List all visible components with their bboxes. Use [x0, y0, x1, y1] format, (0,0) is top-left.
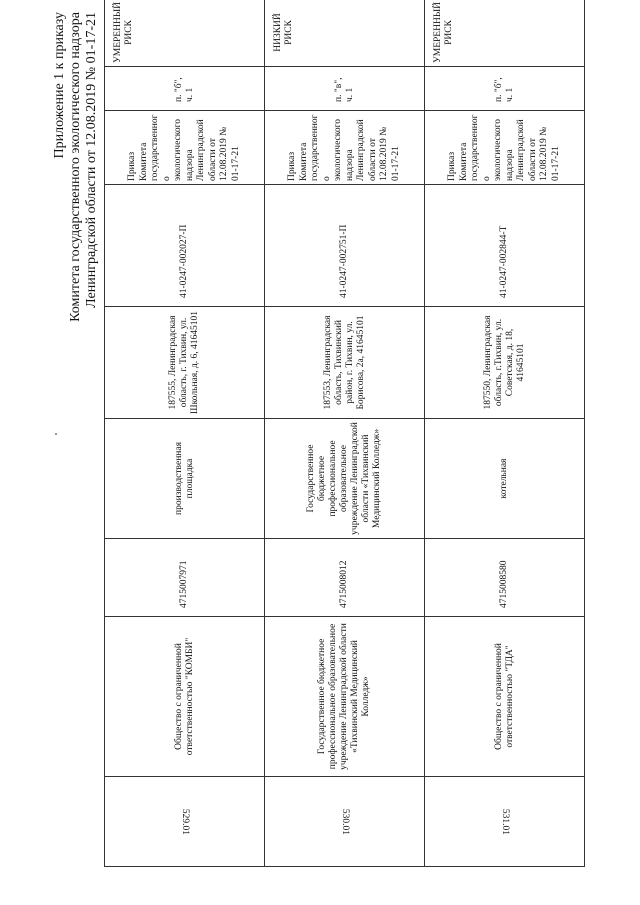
criteria-point: п. "в", ч. 1: [265, 67, 425, 111]
order-document: Приказ Комитета государственного экологического надзора Ленинградской области от 12.08.2019 № 01-17-21: [265, 111, 425, 185]
table-row: [105, 0, 265, 867]
object-code: 41-0247-002844-Т: [425, 185, 585, 307]
row-number: 531.01: [425, 777, 585, 867]
object-code: 41-0247-002027-П: [105, 185, 265, 307]
object-name: производственная площадка: [105, 419, 265, 539]
risk-category: УМЕРЕННЫЙ РИСК: [425, 0, 585, 67]
object-name: котельная: [425, 419, 585, 539]
criteria-point: п. "б", ч. 1: [105, 67, 265, 111]
organization-name: Государственное бюджетное профессиональное образовательное учреждение Ленинградской области «Тихвинский Медицинский Колледж»: [265, 617, 425, 777]
table-row: [265, 0, 425, 867]
object-address: 187555, Ленинградская область, г. Тихвин, ул. Школьная, д. 6, 41645101: [105, 307, 265, 419]
row-number: 529.01: [105, 777, 265, 867]
row-number: 530.01: [265, 777, 425, 867]
scan-speck: [55, 433, 57, 435]
object-address: 187550, Ленинградская область, г.Тихвин, ул. Советская, д. 18, 41645101: [425, 307, 585, 419]
inn-value: 4715007971: [105, 539, 265, 617]
registry-table: [104, 0, 585, 867]
organization-name: Общество с ограниченной ответственностью "ТДА": [425, 617, 585, 777]
appendix-order-ref: Ленинградской области от 12.08.2019 № 01-17-21: [84, 12, 99, 308]
inn-value: 4715008012: [265, 539, 425, 617]
order-document: Приказ Комитета государственного экологического надзора Ленинградской области от 12.08.2019 № 01-17-21: [105, 111, 265, 185]
object-name: Государственное бюджетное профессиональное образовательное учреждение Ленинградской области «Тихвинский Медицинский Колледж»: [265, 419, 425, 539]
risk-category: УМЕРЕННЫЙ РИСК: [105, 0, 265, 67]
risk-category: НИЗКИЙ РИСК: [265, 0, 425, 67]
object-address: 187553, Ленинградская область, Тихвинский район, г. Тихвин, ул. Борисова, 2а, 41645101: [265, 307, 425, 419]
object-code: 41-0247-002751-П: [265, 185, 425, 307]
criteria-point: п. "б", ч. 1: [425, 67, 585, 111]
table-row: [425, 0, 585, 867]
appendix-title: Приложение 1 к приказу: [52, 12, 67, 159]
appendix-committee: Комитета государственного экологического надзора: [68, 12, 83, 322]
organization-name: Общество с ограниченной ответственностью "КОМБИ": [105, 617, 265, 777]
order-document: Приказ Комитета государственного экологического надзора Ленинградской области от 12.08.2019 № 01-17-21: [425, 111, 585, 185]
inn-value: 4715008580: [425, 539, 585, 617]
